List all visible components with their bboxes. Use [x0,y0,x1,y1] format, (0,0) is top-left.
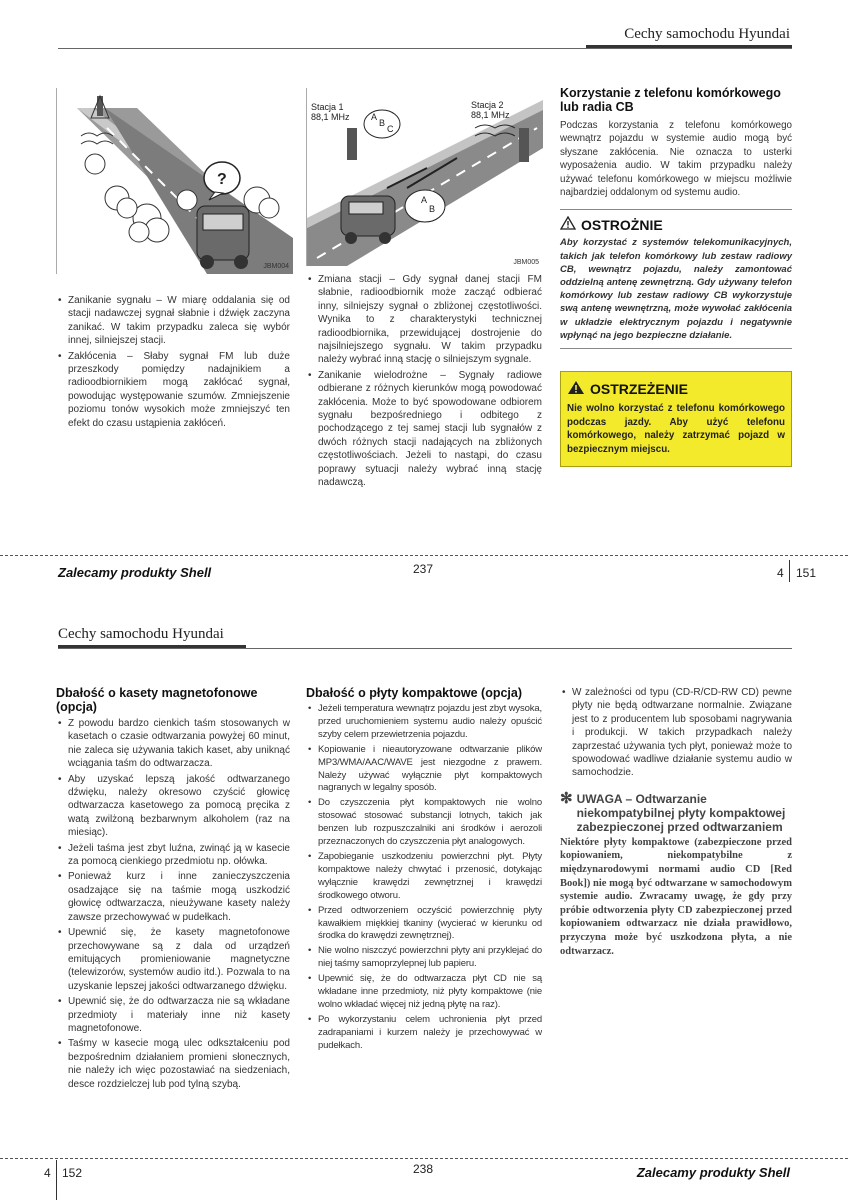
bottom-col2 [306,686,542,1055]
caution-heading [560,216,792,233]
page-header-title: Cechy samochodu Hyundai [58,626,224,642]
fig2-letter-a-2: A [421,195,428,205]
station1-freq: 88,1 MHz [311,112,350,122]
header-thin-rule [58,648,792,649]
list-item: • Zanikanie sygnału – W miarę oddalania się od stacji nadawczej sygnał słabnie i dźwięk zaczyna zanikać. W takim przypadku zaleca się wybór innej, silniejszej stacji. [56,294,290,348]
page-separator [0,555,848,556]
footer-chapter: 4 [777,566,784,580]
list-item: • W zależności od typu (CD-R/CD-RW CD) pewne płyty nie będą odtwarzane normalnie. Związane jest to z producentem lub sposobami nagrywania i produkcji. W takich przypadkach należy zaprzestać używania tych płyt, ponieważ może to spowodować wadliwe działanie systemu audio w samochodzie. [560,686,792,780]
bottom-col1-list [56,717,290,1091]
footer-divider [789,560,790,582]
top-col1-list [56,294,290,432]
fig2-letter-c: C [387,124,394,134]
warning-triangle-icon [567,380,585,398]
caution-text: Aby korzystać z systemów telekomunikacyjnych, takich jak telefon komórkowy lub zestaw radiowy CB, wewnątrz pojazdu, należy zamontować oddzielną antenę zewnętrzną. Gdy używany telefon komórkowy lub zestaw radiowy CB wykorzystuje swą antenę wewnętrzną, może wywołać zakłócenia w układzie elektrycznym pojazdu i negatywnie wpłynąć na jego bezpieczne działanie. [560,237,792,341]
list-item: • Z powodu bardzo cienkich taśm stosowanych w kasetach o czasie odtwarzania powyżej 60 minut, nie zaleca się używania takich kaset, aby uniknąć wciągania taśm do odtwarzacza. [56,717,290,771]
figure-signal-fading [56,88,293,274]
figure-signal-fading-illustration [57,88,293,274]
figure-station-change [306,88,543,266]
station2-label [471,100,510,120]
footer-chapter: 4 [44,1166,51,1180]
warning-box [560,371,792,467]
station2-name: Stacja 2 [471,100,504,110]
list-item: • Do czyszczenia płyt kompaktowych nie wolno stosować stosować substancji lotnych, takich jak benzen lub rozpuszczalniki ani środków i aerozoli przeznaczonych do czyszczenia płyt analogowych. [306,797,542,849]
footer-page-number: 151 [796,566,817,580]
caution-block [560,209,792,349]
figure-code: JBM005 [513,259,539,266]
list-item: • Ponieważ kurz i inne zanieczyszczenia osadzające się na taśmie mogą uszkodzić głowicę odtwarzacza, nieużywane kasety należy zawsze przechowywać w pudełkach. [56,870,290,924]
list-item: • Upewnić się, że do odtwarzacza płyt CD nie są wkładane inne przedmioty, niż płyty kompaktowe (nie wolno wkładać więcej niż jedną płytę na raz). [306,973,542,1012]
footer-page-number: 152 [62,1166,83,1180]
list-item: • Przed odtworzeniem oczyścić powierzchnię płyty kawałkiem miękkiej tkaniny (wycierać w kierunku od środka do krawędzi zewnętrznej). [306,905,542,944]
section-heading: Dbałość o kasety magnetofonowe (opcja) [56,686,258,714]
list-item: • Aby uzyskać lepszą jakość odtwarzanego dźwięku, należy okresowo czyścić głowicę odtwarzacza kasetowego za pomocą pręcika z watą zwilżoną bezbarwnym alkoholem (raz na miesiąc). [56,773,290,840]
footer-divider [56,1160,57,1200]
list-item: • Upewnić się, że kasety magnetofonowe przechowywane są z dala od urządzeń emitujących promieniowanie magnetyczne (telewizorów, systemów audio itd.). Pozwala to na uzyskanie lepszej jakości odtwarzanego dźwięku. [56,926,290,993]
station2-freq: 88,1 MHz [471,110,510,120]
asterisk-icon: ✻ [560,789,573,807]
list-item: • Zmiana stacji – Gdy sygnał danej stacji FM słabnie, radioodbiornik może zacząć odbierać inny, silniejszy sygnał o zbliżonej częstotliwości. Wynika to z charakterystyki technicznej radioodbiornika, przewidującej dostrojenie do najsilniejszego sygnału. W takim przypadku należy wybrać inną stację o silniejszym sygnale. [306,273,542,367]
list-item: • Zanikanie wielodrożne – Sygnały radiowe odbierane z różnych kierunków mogą powodować zakłócenia. Może to być spowodowane odbiorem sygnału bezpośredniego i odbitego z pochodzącego z tej samej stacji lub sygnałów z dwóch różnych stacji nadających na zbliżonych częstotliwościach. Jeżeli to nastąpi, do czasu poprawy sytuacji należy wybrać inną stację nadawczą. [306,369,542,490]
warning-title: OSTRZEŻENIE [590,381,689,398]
list-item: • Jeżeli taśma jest zbyt luźna, zwinąć ją w kasecie za pomocą cienkiego przedmiotu np. ołówka. [56,842,290,869]
list-item: • Po wykorzystaniu celem uchronienia płyt przed zadrapaniami i kurzem należy je przechowywać w pudełkach. [306,1014,542,1053]
section-heading: Dbałość o płyty kompaktowe (opcja) [306,686,523,700]
section-heading: Korzystanie z telefonu komórkowego lub radia CB [560,86,781,114]
question-mark-text: ? [217,171,227,188]
bottom-col1 [56,686,290,1093]
footer-center-number: 237 [413,562,434,576]
notice-title: UWAGA – Odtwarzanie niekompatybilnej płyty kompaktowej zabezpieczonej przed odtwarzaniem [576,791,786,834]
station1-name: Stacja 1 [311,102,344,112]
list-item: • Jeżeli temperatura wewnątrz pojazdu jest zbyt wysoka, przed uruchomieniem systemu audio należy opuścić szyby celem przewietrzenia pojazdu. [306,703,542,742]
top-col3 [560,86,792,467]
warning-heading [567,380,785,398]
notice-text: Niektóre płyty kompaktowe (zabezpieczone przed kopiowaniem, niekompatybilne z międzynarodowymi normami audio CD [Red Book]) nie mogą być odtwarzane w samochodowym systemie audio. Zwracamy uwagę, że gdy przy próbie odtworzenia płyty CD zabezpieczonej przed kopiowaniem odtwarzacz nie działa prawidłowo, przyczyna może być uszkodzona płyta, a nie odtwarzacz. [560,836,792,957]
list-item: • Upewnić się, że do odtwarzacza nie są wkładane przedmioty i materiały inne niż kasety magnetofonowe. [56,995,290,1035]
fig2-letter-b-2: B [429,204,436,214]
fig2-letter-b: B [379,118,386,128]
section-text: Podczas korzystania z telefonu komórkowego wewnątrz pojazdu w systemie audio mogą być słyszane zakłócenia. Nie oznacza to usterki wyposażenia audio. W takim przypadku należy używać telefonu komórkowego w miejscu możliwie najbardziej oddalonym od systemu audio. [560,120,792,199]
list-item: • Zapobieganie uszkodzeniu powierzchni płyt. Płyty kompaktowe należy chwytać i przenosić, dotykając wyłącznie krawędzi zewnętrznej i krawędzi środkowego otworu. [306,851,542,903]
list-item: • Taśmy w kasecie mogą ulec odkształceniu pod bezpośrednim działaniem promieni słonecznych, nie należy ich więc pozostawiać na siedzeniach, desce rozdzielczej lub pod tylną szybą. [56,1037,290,1091]
caution-triangle-icon [560,216,576,233]
footer-brand: Zalecamy produkty Shell [58,565,212,580]
list-item: • Zakłócenia – Słaby sygnał FM lub duże przeszkody pomiędzy nadajnikiem a radioodbiornikiem mogą zakłócać sygnał, powodując występowanie szumów. Zmniejszenie poziomu tonów wysokich może zmniejszyć ten efekt do czasu ustąpienia zakłóceń. [56,350,290,430]
bottom-col3-list [560,686,792,780]
bottom-col3 [560,686,792,958]
list-item: • Kopiowanie i nieautoryzowane odtwarzanie plików MP3/WMA/AAC/WAVE jest niezgodne z prawem. Należy używać wyłącznie płyt kompaktowych nagranych w legalny sposób. [306,744,542,796]
station1-label [311,102,350,122]
caution-title: OSTROŻNIE [581,216,663,233]
bottom-col2-list [306,703,542,1053]
page-header-title: Cechy samochodu Hyundai [624,26,790,42]
header-thin-rule [58,48,792,49]
warning-text: Nie wolno korzystać z telefonu komórkowego podczas jazdy. Aby użyć telefonu komórkowego, należy zatrzymać pojazd w bezpiecznym miejscu. [567,403,785,455]
notice-block [560,789,792,834]
fig2-letter-a: A [371,112,378,122]
list-item: • Nie wolno niszczyć powierzchni płyty ani przyklejać do niej taśmy samoprzylepnej lub papieru. [306,945,542,971]
top-col2-list [306,273,542,492]
figure-code: JBM004 [263,263,289,270]
footer-center-number: 238 [413,1162,434,1176]
page-separator [0,1158,848,1159]
footer-brand: Zalecamy produkty Shell [636,1165,790,1180]
